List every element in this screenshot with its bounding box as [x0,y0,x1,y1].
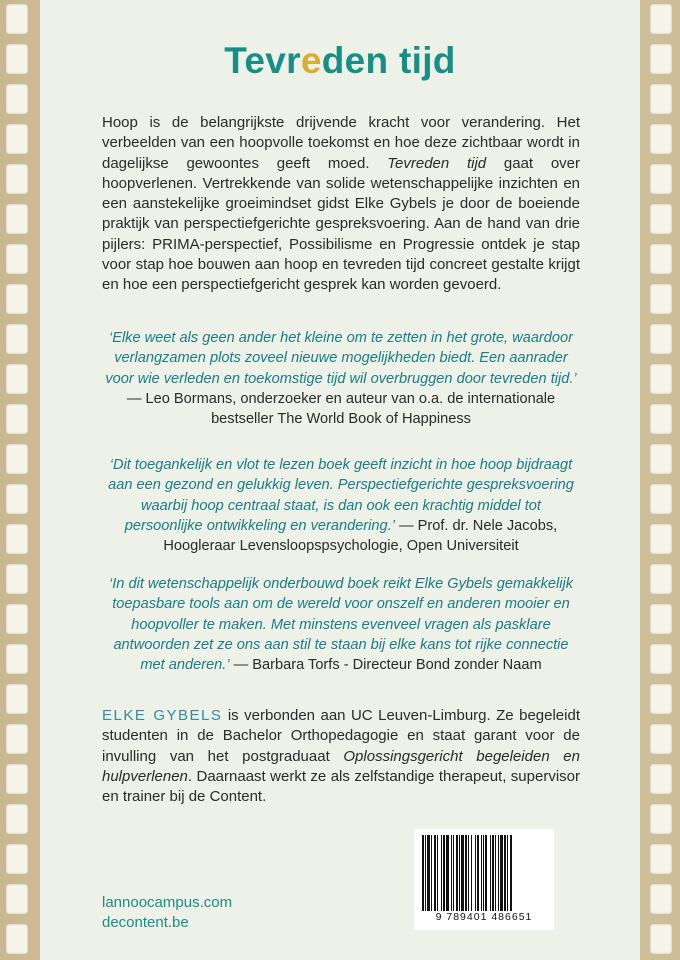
sprocket-hole [650,284,672,314]
sprocket-hole [6,324,28,354]
website-links [102,893,232,933]
barcode-bar [451,835,452,911]
title-part-2: den tijd [321,40,456,81]
sprocket-hole [650,564,672,594]
barcode-bar [504,835,506,911]
sprocket-hole [650,164,672,194]
book-title [40,40,640,82]
blurb-text-1: Hoop is de belangrijkste drijvende kracht voor verandering. Het verbeelden van een hoopvolle toekomst en hoe deze zichtbaar wordt in dagelijkse gewoontes geeft moed. [102,114,580,172]
barcode-bar [422,835,424,911]
sprocket-hole [6,764,28,794]
sprocket-hole [6,604,28,634]
barcode-bar [446,835,449,911]
testimonial-source-book: The World Book of Happiness [277,411,471,428]
sprocket-hole [650,924,672,954]
barcode-bar [481,835,482,911]
sprocket-hole [6,804,28,834]
testimonial-text: ‘In dit wetenschappelijk onderbouwd boek reikt Elke Gybels gemakkelijk toepasbare tools aan om de wereld voor onszelf en anderen mooier en hoopvoller te maken. Met minstens evenveel vragen als pasklare antwoorden zet ze ons aan stil te staan bij elke kans tot rijke connectie met anderen.’ [109,576,573,674]
barcode-bars [422,835,546,911]
barcode-bar [437,835,438,911]
barcode-bar [431,835,432,911]
sprocket-hole [650,524,672,554]
sprocket-hole [6,444,28,474]
blurb-paragraph [102,113,580,296]
testimonial-2 [102,455,580,556]
testimonial-source: — Barbara Torfs - Directeur Bond zonder Naam [229,657,542,674]
barcode-bar [434,835,436,911]
barcode-bar [471,835,472,911]
back-cover [40,0,640,960]
barcode-bar [500,835,503,911]
sprocket-hole [650,4,672,34]
sprocket-hole [6,684,28,714]
sprocket-hole [6,244,28,274]
barcode-bar [507,835,508,911]
sprocket-hole [650,804,672,834]
sprocket-hole [650,84,672,114]
testimonial-text: ‘Elke weet als geen ander het kleine om te zetten in het grote, waardoor verlangzamen plots zoveel nieuwe mogelijkheden biedt. Een aanrader voor wie verleden en toekomstige tijd wil overbruggen door tevreden tijd.’ [105,330,577,387]
barcode-bar [427,835,430,911]
sprocket-hole [650,204,672,234]
sprocket-hole [650,244,672,274]
sprocket-hole [6,404,28,434]
barcode-bar [461,835,464,911]
film-strip-right [650,0,674,960]
sprocket-hole [6,204,28,234]
sprocket-hole [6,844,28,874]
sprocket-hole [6,4,28,34]
sprocket-hole [650,484,672,514]
sprocket-hole [650,684,672,714]
barcode-bar [453,835,454,911]
sprocket-hole [6,124,28,154]
barcode-bar [459,835,460,911]
barcode-bar [490,835,491,911]
barcode-bar [475,835,476,911]
barcode-bar [492,835,494,911]
testimonial-1 [102,328,580,429]
barcode-bar [425,835,426,911]
sprocket-hole [6,484,28,514]
sprocket-hole [650,324,672,354]
testimonial-source: — Prof. dr. Nele Jacobs, Hoogleraar Levensloopspsychologie, Open Universiteit [163,517,558,555]
sprocket-hole [650,604,672,634]
barcode-bar [510,835,512,911]
blurb-book-title: Tevreden tijd [387,154,487,172]
sprocket-hole [650,364,672,394]
barcode-bar [498,835,499,911]
bio-text-2: . Daarnaast werkt ze als zelfstandige therapeut, supervisor en trainer bij de Content. [102,767,580,806]
isbn-barcode [414,829,554,930]
testimonial-source: — Leo Bormans, onderzoeker en auteur van o.a. de internationale bestseller [126,390,556,428]
sprocket-hole [6,724,28,754]
sprocket-hole [650,124,672,154]
sprocket-hole [650,724,672,754]
sprocket-hole [6,284,28,314]
sprocket-hole [6,364,28,394]
barcode-bar [468,835,469,911]
sprocket-hole [650,884,672,914]
barcode-bar [485,835,487,911]
sprocket-hole [6,644,28,674]
sprocket-hole [650,44,672,74]
blurb-text-2: gaat over hoopverlenen. Vertrekkende van solide wetenschappelijke inzichten en een aanstekelijke groeimindset gidst Elke Gybels je door de boeiende praktijk van perspectiefgerichte gespreksvoering. Aan de hand van drie pijlers: PRIMA-perspectief, Possibilisme en Progressie ontdek je stap voor stap hoe bouwen aan hoop en tevreden tijd concreet gestalte krijgt en hoe een perspectiefgericht gesprek kan worden gevoerd. [102,154,580,294]
author-name: ELKE GYBELS [102,707,223,724]
barcode-bar [483,835,484,911]
sprocket-hole [6,44,28,74]
sprocket-hole [650,644,672,674]
barcode-bar [456,835,458,911]
sprocket-hole [6,884,28,914]
isbn-number: 9 789401 486651 [435,911,533,923]
sprocket-hole [6,164,28,194]
barcode-bar [443,835,445,911]
barcode-bar [465,835,467,911]
sprocket-hole [6,924,28,954]
sprocket-hole [650,444,672,474]
sprocket-hole [6,524,28,554]
title-part-1: Tevr [224,40,301,81]
barcode-bar [477,835,479,911]
sprocket-hole [650,844,672,874]
testimonial-text: ‘Dit toegankelijk en vlot te lezen boek geeft inzicht in hoe hoop bijdraagt aan een gezond en gelukkig leven. Perspectiefgerichte gespreksvoering waarbij hoop centraal staat, is dan ook een krachtig middel tot persoonlijke ontwikkeling en verandering.’ [108,457,574,534]
title-accent-letter: e [300,40,322,81]
sprocket-hole [6,84,28,114]
link-decontent[interactable]: decontent.be [102,914,189,931]
bio-course-title: Oplossingsgericht begeleiden en hulpverlenen [102,747,580,785]
barcode-bar [441,835,442,911]
link-lannoocampus[interactable]: lannoocampus.com [102,894,233,911]
film-strip-left [6,0,30,960]
sprocket-hole [6,564,28,594]
bio-text-1: is verbonden aan UC Leuven-Limburg. Ze begeleidt studenten in de Bachelor Orthopedagogie en staat garant voor de invulling van het postgraduaat [102,707,580,765]
testimonial-3 [102,574,580,675]
sprocket-hole [650,404,672,434]
sprocket-hole [650,764,672,794]
barcode-bar [495,835,496,911]
author-bio [102,706,580,807]
